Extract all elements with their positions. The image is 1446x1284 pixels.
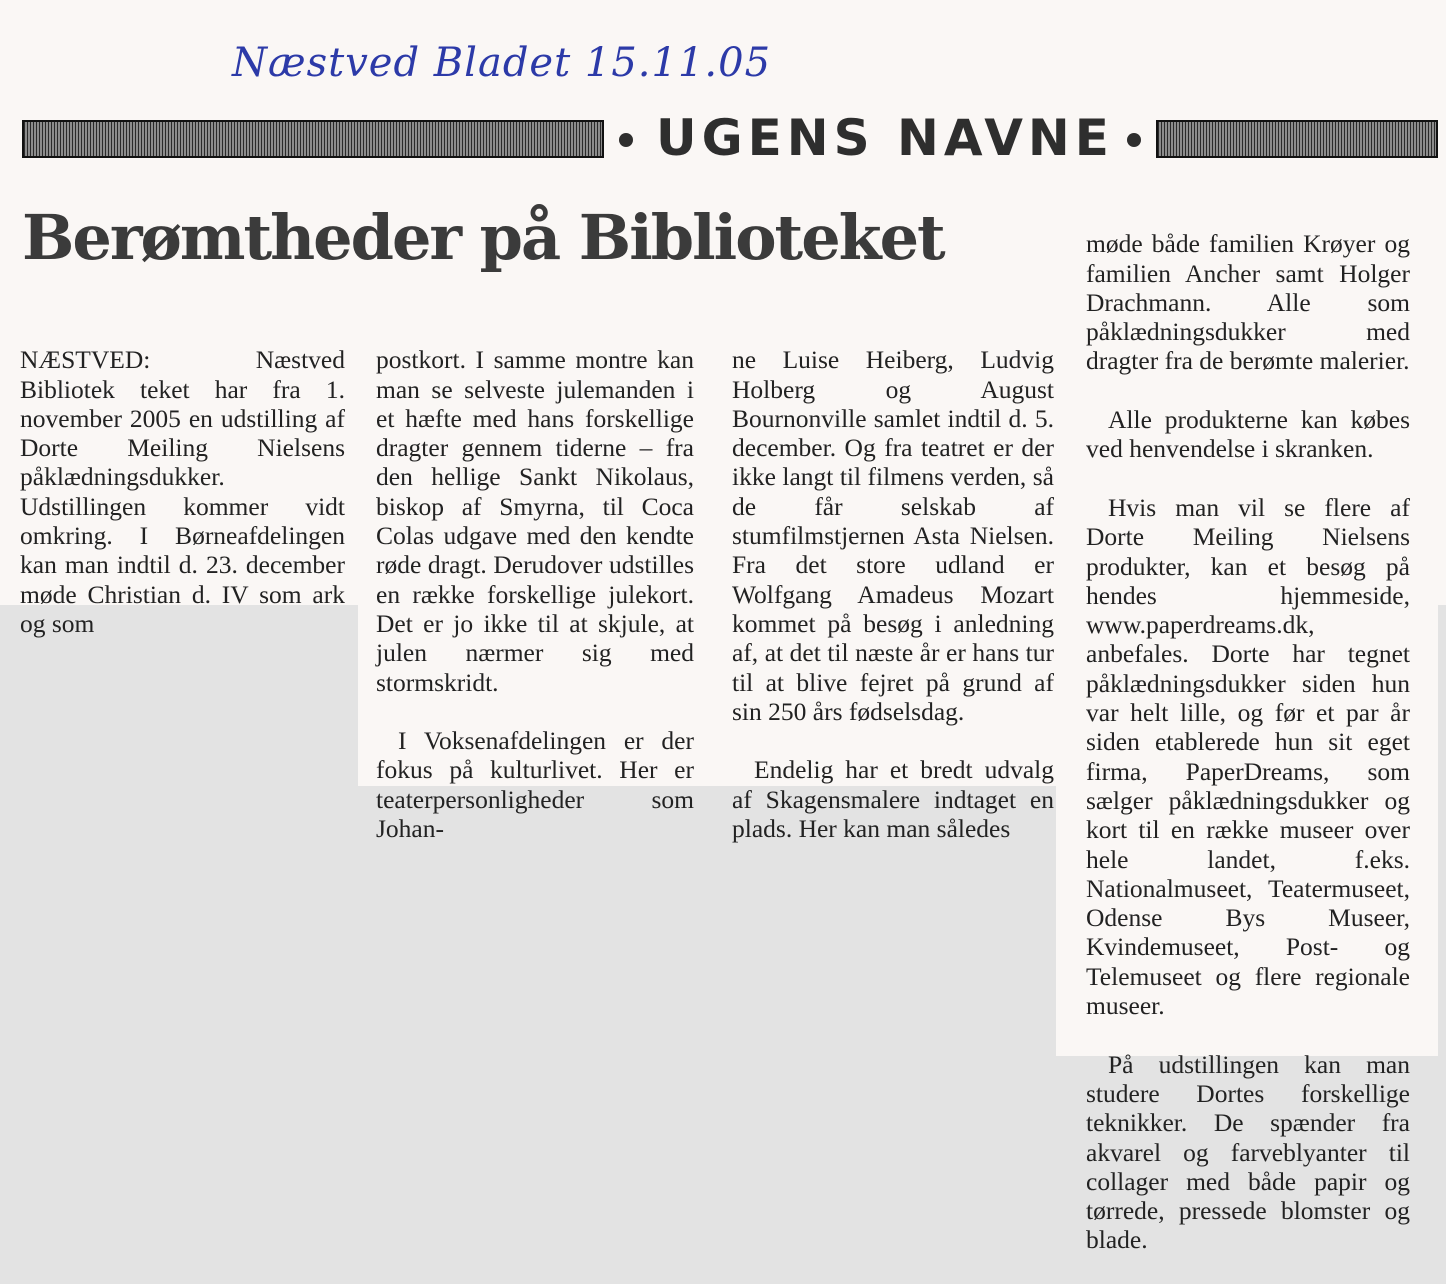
- section-label: UGENS NAVNE: [656, 109, 1114, 167]
- section-rule-right: [1156, 120, 1438, 158]
- column-2-paragraph: I Voksenafdelingen er der fokus på kulturlivet. Her er teaterpersonligheder som Johan-: [376, 726, 694, 844]
- column-4-paragraph: På udstillingen kan man studere Dortes forskellige teknikker. De spænder fra akvarel og farveblyanter til collager med både papir og tørrede, pressede blomster og blade.: [1086, 1049, 1410, 1255]
- section-bullet-left: [619, 133, 633, 147]
- column-3-paragraph: Endelig har et bredt udvalg af Skagensmalere indtaget en plads. Her kan man således: [732, 755, 1054, 844]
- section-bullet-right: [1127, 133, 1141, 147]
- column-4-paragraph: møde både familien Krøyer og familien Ancher samt Holger Drachmann. Alle som påklædningsdukker med dragter fra de berømte malerier.: [1086, 229, 1410, 376]
- article-column-4: [1086, 200, 1410, 1284]
- handwritten-note: Næstved Bladet 15.11.05: [232, 40, 772, 86]
- headline: Berømtheder på Biblioteket: [22, 201, 944, 274]
- column-1-paragraph: NÆSTVED: Næstved Bibliotek teket har fra 1. november 2005 en udstilling af Dorte Meiling Nielsens påklædningsdukker. Udstillingen kommer vidt omkring. I Børneafdelingen kan man indtil d. 23. december møde Christian d. IV som ark og som: [20, 345, 345, 638]
- column-4-paragraph: Alle produkterne kan købes ved henvendelse i skranken.: [1086, 405, 1410, 464]
- section-rule-left: [22, 120, 604, 158]
- column-3-paragraph: ne Luise Heiberg, Ludvig Holberg og August Bournonville samlet indtil d. 5. december. Og fra teatret er der ikke langt til filmens verden, så de får selskab af stumfilmstjernen Asta Nielsen. Fra det store udland er Wolfgang Amadeus Mozart kommet på besøg i anledning af, at det til næste år er hans tur til at blive fejret på grund af sin 250 års fødselsdag.: [732, 345, 1054, 726]
- column-4-paragraph: Hvis man vil se flere af Dorte Meiling Nielsens produkter, kan et besøg på hendes hjemmeside, www.paperdreams.dk, anbefales. Dorte har tegnet påklædningsdukker siden hun var helt lille, og før et par år siden etablerede hun sit eget firma, PaperDreams, som sælger påklædningsdukker og kort til en række museer over hele landet, f.eks. Nationalmuseet, Teatermuseet, Odense Bys Museer, Kvindemuseet, Post- og Telemuseet og flere regionale museer.: [1086, 492, 1410, 1021]
- article-column-2: [376, 316, 694, 873]
- article-column-3: [732, 316, 1054, 873]
- column-2-paragraph: postkort. I samme montre kan man se selveste julemanden i et hæfte med hans forskellige dragter gennem tiderne – fra den hellige Sankt Nikolaus, biskop af Smyrna, til Coca Colas udgave med den kendte røde dragt. Derudover udstilles en række forskellige julekort. Det er jo ikke til at skjule, at julen nærmer sig med stormskridt.: [376, 345, 694, 697]
- article-column-1: [20, 316, 345, 668]
